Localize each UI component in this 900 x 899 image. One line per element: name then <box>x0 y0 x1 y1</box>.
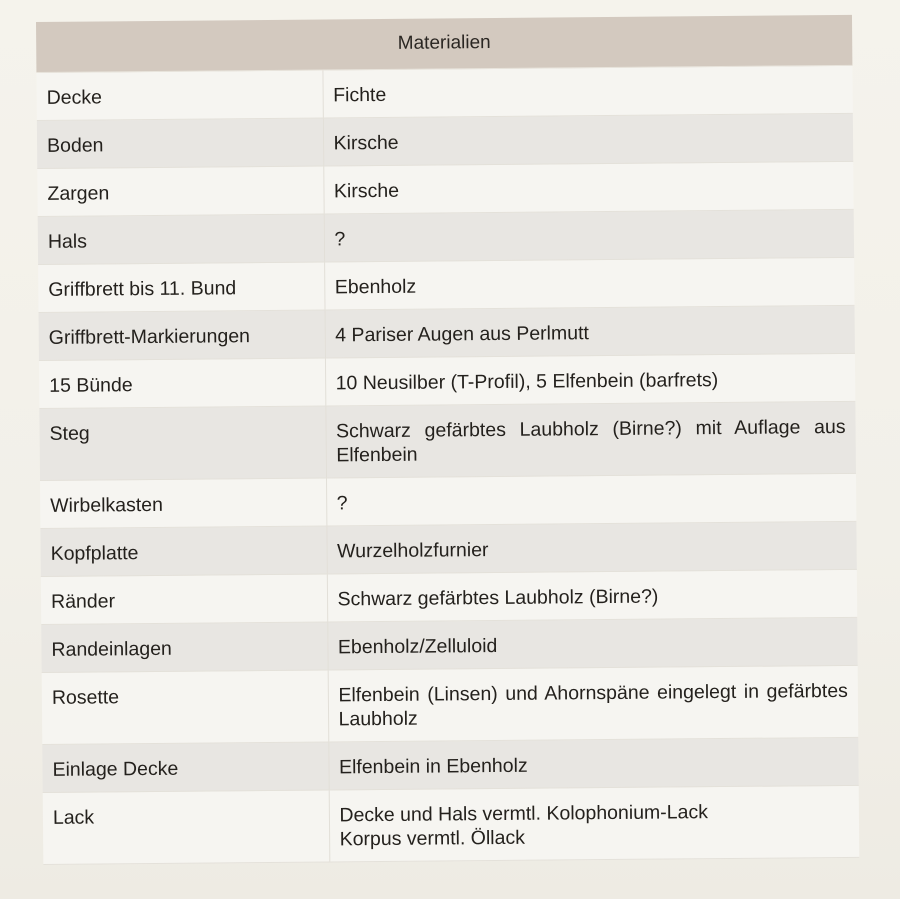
row-key: 15 Bünde <box>39 358 325 408</box>
table-row <box>40 473 856 528</box>
row-key: Hals <box>38 214 324 264</box>
row-key: Ränder <box>41 574 327 624</box>
row-value-line: ? <box>334 228 346 251</box>
row-key: Zargen <box>37 166 323 216</box>
table-row <box>41 569 857 624</box>
row-value <box>328 665 859 742</box>
table-row <box>37 161 853 216</box>
row-key: Griffbrett-Markierungen <box>39 310 325 360</box>
row-value-line: Schwarz gefärbtes Laubholz (Birne?) mit Auflage aus Elfenbein <box>335 415 846 467</box>
row-value <box>326 473 856 526</box>
row-value <box>324 209 854 262</box>
row-value-line: Ebenholz/Zelluloid <box>337 634 498 659</box>
row-value <box>325 401 856 478</box>
row-value-line: Ebenholz <box>334 275 417 299</box>
table-row <box>41 617 857 672</box>
row-value <box>323 113 853 166</box>
table-row <box>38 209 854 264</box>
row-value-line: Kirsche <box>333 131 399 155</box>
row-value-line: Elfenbein in Ebenholz <box>338 754 528 779</box>
row-key: Randeinlagen <box>41 622 327 672</box>
row-key: Wirbelkasten <box>40 478 326 528</box>
table-row <box>40 521 856 576</box>
table-body <box>36 65 859 864</box>
row-key: Einlage Decke <box>42 742 328 792</box>
table-row <box>39 401 856 480</box>
row-key: Steg <box>39 406 326 480</box>
row-value-line: Schwarz gefärbtes Laubholz (Birne?) <box>337 585 659 611</box>
row-value <box>326 521 856 574</box>
row-value-line: Fichte <box>333 83 387 107</box>
row-value <box>329 785 860 862</box>
row-value-line: Decke und Hals vermtl. Kolophonium-Lack <box>339 801 709 827</box>
row-value <box>327 617 857 670</box>
table-row <box>43 785 860 864</box>
row-value <box>325 305 855 358</box>
row-value-line: ? <box>336 492 348 515</box>
row-value <box>322 65 852 118</box>
row-value-line: 4 Pariser Augen aus Perlmutt <box>335 322 589 347</box>
row-key: Griffbrett bis 11. Bund <box>38 262 324 312</box>
row-value-line: Elfenbein (Linsen) und Ahornspäne eingelegt in gefärbtes Laubholz <box>338 679 848 731</box>
row-value <box>323 161 853 214</box>
table-row <box>39 305 855 360</box>
table-header: Materialien <box>36 15 852 73</box>
table-row <box>42 737 858 792</box>
row-value <box>327 569 857 622</box>
table-row <box>39 353 855 408</box>
row-value <box>325 353 855 406</box>
row-key: Boden <box>37 118 323 168</box>
row-value-line: Wurzelholzfurnier <box>337 539 489 563</box>
table-row <box>38 257 854 312</box>
materials-table-container <box>36 15 859 865</box>
row-value <box>324 257 854 310</box>
row-key: Lack <box>43 790 330 864</box>
row-value-line: 10 Neusilber (T-Profil), 5 Elfenbein (barfrets) <box>335 369 719 395</box>
row-key: Rosette <box>42 670 329 744</box>
row-value-line: Korpus vermtl. Öllack <box>339 826 526 851</box>
table-row <box>36 65 852 120</box>
row-key: Decke <box>36 70 322 120</box>
row-value-line: Kirsche <box>333 179 400 203</box>
row-key: Kopfplatte <box>40 526 326 576</box>
materials-table <box>36 15 859 865</box>
table-row <box>42 665 859 744</box>
row-value <box>328 737 858 790</box>
table-row <box>37 113 853 168</box>
